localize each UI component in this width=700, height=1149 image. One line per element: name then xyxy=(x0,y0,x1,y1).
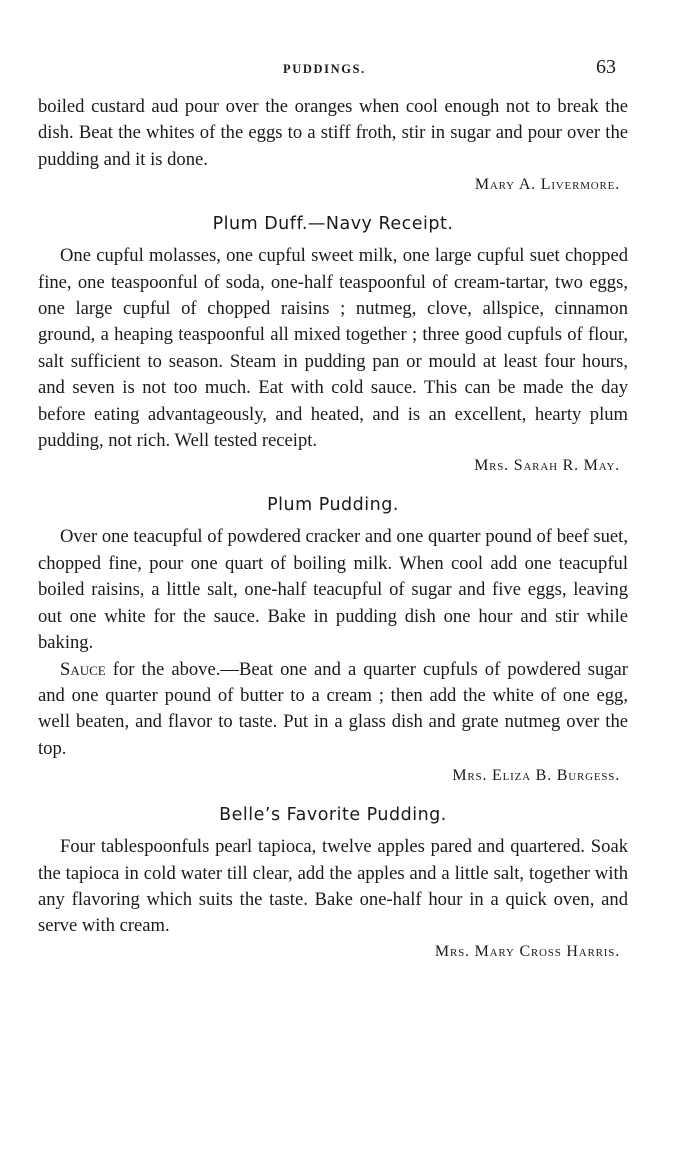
sauce-text: for the above.—Beat one and a quarter cupfuls of powdered sugar and one quarter pound of butter to a cream ; then add the white of one egg, well beaten, and flavor to taste. Put in a glass dish and grate nutmeg over the top. xyxy=(38,658,628,759)
recipe-body-belles-favorite: Four tablespoonfuls pearl tapioca, twelve apples pared and quartered. Soak the tapioca in cold water till clear, add the apples and a little salt, together with any flavoring which suits the taste. Bake one-half hour in a quick oven, and serve with cream. xyxy=(38,836,628,937)
continuation-paragraph: boiled custard aud pour over the oranges when cool enough not to break the dish. Beat the whites of the eggs to a stiff froth, stir in sugar and pour over the pudding and it is done. xyxy=(38,96,628,170)
recipe-title-plum-pudding: Plum Pudding. xyxy=(267,495,399,516)
signature-harris: Mrs. Mary Cross Harris. xyxy=(434,942,620,960)
book-page xyxy=(38,0,638,1149)
page-number: 63 xyxy=(596,56,616,78)
running-title: PUDDINGS. xyxy=(283,62,366,76)
signature-livermore: Mary A. Livermore. xyxy=(474,176,620,194)
running-head xyxy=(38,56,638,82)
recipe-title-plum-duff: Plum Duff.—Navy Receipt. xyxy=(212,214,454,235)
signature-may: Mrs. Sarah R. May. xyxy=(474,457,620,475)
sauce-label: Sauce xyxy=(60,658,106,680)
sauce-paragraph xyxy=(38,657,628,763)
recipe-body-plum-pudding: Over one teacupful of powdered cracker and one quarter pound of beef suet, chopped fine, pour one quart of boiling milk. When cool add one teacupful boiled raisins, a little salt, one-half teacupful of sugar and five eggs, leaving out one white for the sauce. Bake in pudding dish one hour and stir while baking. xyxy=(38,526,628,654)
page-content xyxy=(38,94,628,976)
signature-burgess: Mrs. Eliza B. Burgess. xyxy=(452,767,620,785)
recipe-body-plum-duff: One cupful molasses, one cupful sweet milk, one large cupful suet chopped fine, one teaspoonful of soda, one-half teaspoonful of cream-tartar, two eggs, one large cupful of chopped raisins ; nutmeg, clove, allspice, cinnamon ground, a heaping teaspoonful all mixed together ; three good cupfuls of flour, salt sufficient to season. Steam in pudding pan or mould at least four hours, and seven is not too much. Eat with cold sauce. This can be made the day before eating advantageously, and heated, and is an excellent, hearty plum pudding, not rich. Well tested receipt. xyxy=(38,245,628,452)
recipe-title-belles-favorite: Belle’s Favorite Pudding. xyxy=(219,805,447,826)
